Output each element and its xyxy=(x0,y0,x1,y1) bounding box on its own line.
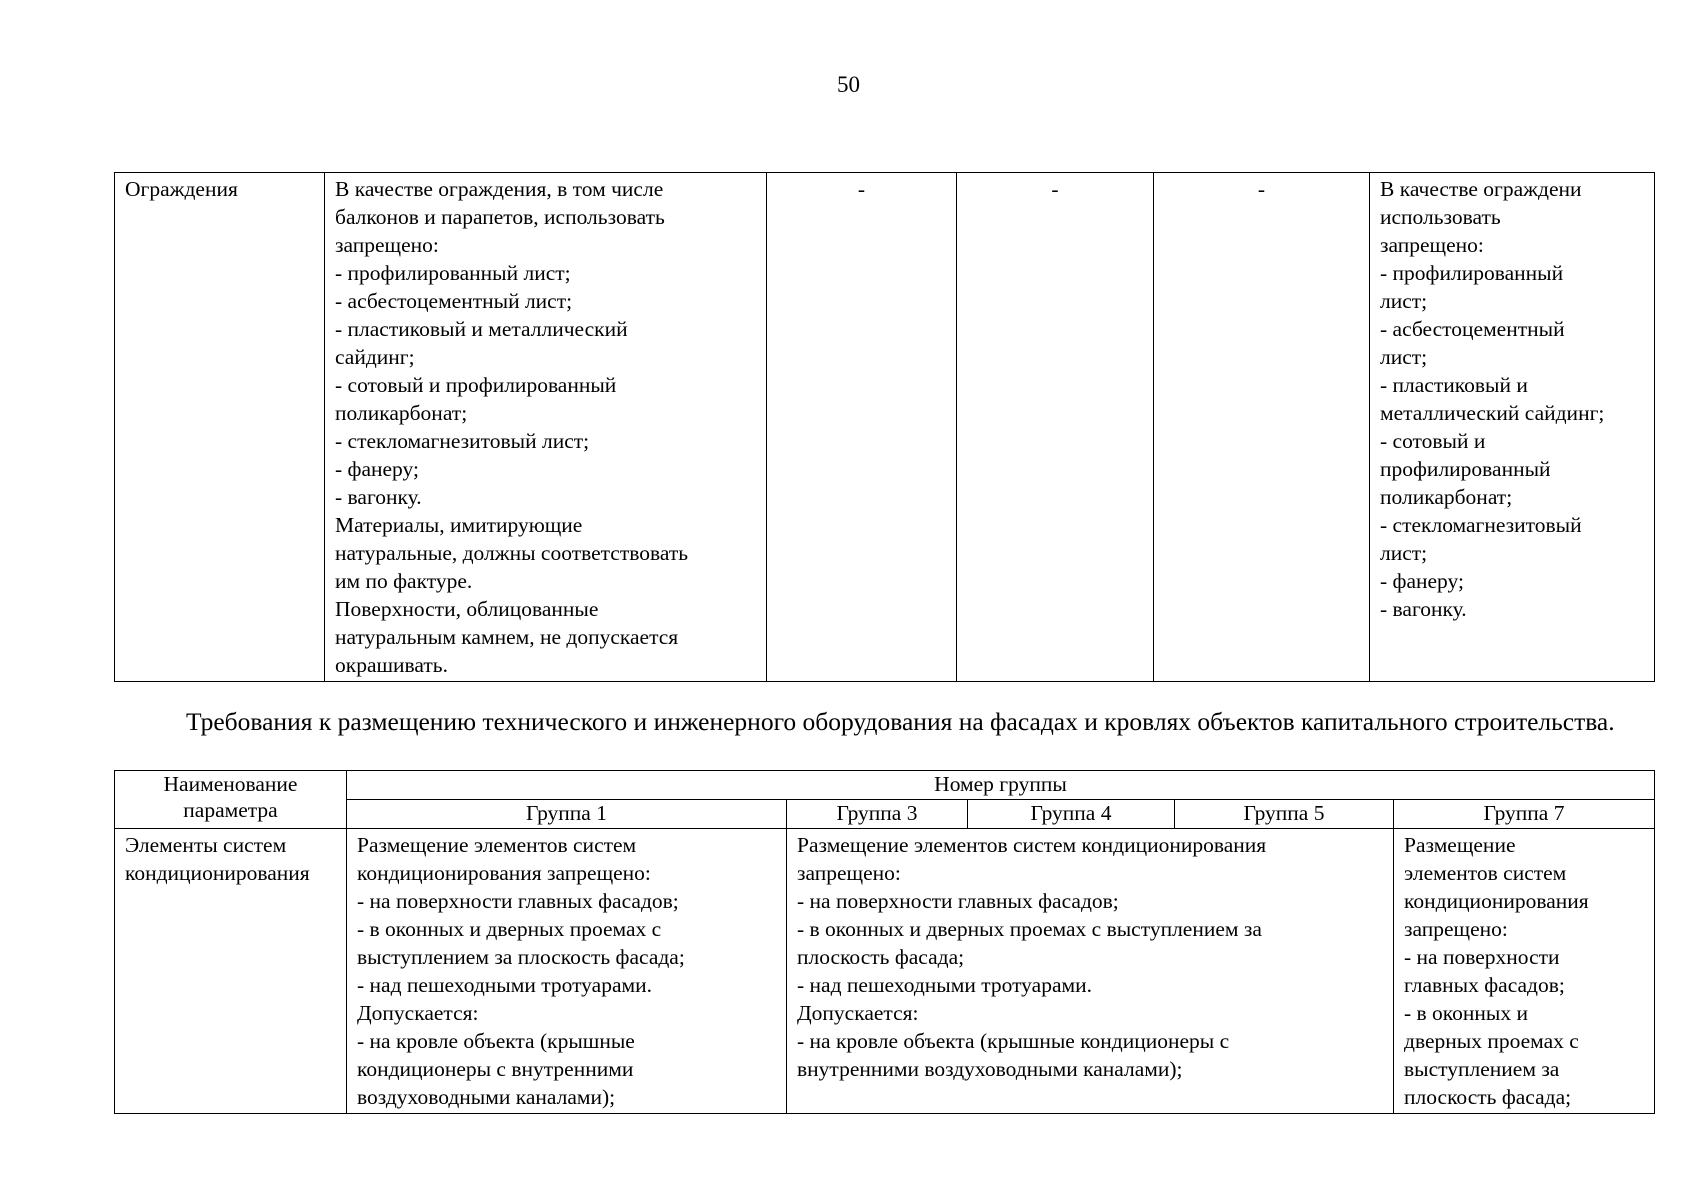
header-group: Группа 1 xyxy=(347,800,787,829)
page-number: 50 xyxy=(837,72,860,97)
table-row xyxy=(115,173,1655,682)
header-group: Группа 4 xyxy=(968,800,1175,829)
fences-table xyxy=(114,172,1655,682)
header-group: Группа 7 xyxy=(1394,800,1655,829)
fences-dash-cell: - xyxy=(767,173,957,682)
row-label-fences: Ограждения xyxy=(115,173,325,682)
table-header-row xyxy=(115,771,1655,800)
section-heading: Требования к размещению технического и инженерного оборудования на фасадах и кровлях объектов капитального строительства. xyxy=(186,707,1615,736)
fences-group7-cell: В качестве ограждени использовать запрещено: - профилированный лист; - асбестоцементный лист; - пластиковый и металлический сайдинг; - сотовый и профилированный поликарбонат; - стекломагнезитовый лист; - фанеру; - вагонку. xyxy=(1370,173,1655,682)
row-label-ac: Элементы систем кондиционирования xyxy=(115,829,347,1114)
header-group-number: Номер группы xyxy=(347,771,1655,800)
header-group: Группа 3 xyxy=(787,800,968,829)
ac-group7-cell: Размещение элементов систем кондиционирования запрещено: - на поверхности главных фасадов; - в оконных и дверных проемах с выступлением за плоскость фасада; xyxy=(1394,829,1655,1114)
ac-groups345-cell: Размещение элементов систем кондиционирования запрещено: - на поверхности главных фасадов; - в оконных и дверных проемах с выступлением за плоскость фасада; - над пешеходными тротуарами. Допускается: - на кровле объекта (крышные кондиционеры с внутренними воздуховодными каналами); xyxy=(787,829,1394,1114)
header-param-line1: Наименование xyxy=(163,772,298,796)
header-group: Группа 5 xyxy=(1175,800,1394,829)
ac-group1-cell: Размещение элементов систем кондиционирования запрещено: - на поверхности главных фасадов; - в оконных и дверных проемах с выступлением за плоскость фасада; - над пешеходными тротуарами. Допускается: - на кровле объекта (крышные кондиционеры с внутренними воздуховодными каналами); xyxy=(347,829,787,1114)
fences-dash-cell: - xyxy=(1154,173,1370,682)
header-param xyxy=(115,771,347,829)
fences-dash-cell: - xyxy=(957,173,1154,682)
header-param-line2: параметра xyxy=(183,798,278,822)
table-row xyxy=(115,829,1655,1114)
fences-group1-cell: В качестве ограждения, в том числе балконов и парапетов, использовать запрещено: - профилированный лист; - асбестоцементный лист; - пластиковый и металлический сайдинг; - сотовый и профилированный поликарбонат; - стекломагнезитовый лист; - фанеру; - вагонку. Материалы, имитирующие натуральные, должны соответствовать им по фактуре. Поверхности, облицованные натуральным камнем, не допускается окрашивать. xyxy=(325,173,767,682)
equipment-table xyxy=(114,770,1655,1114)
